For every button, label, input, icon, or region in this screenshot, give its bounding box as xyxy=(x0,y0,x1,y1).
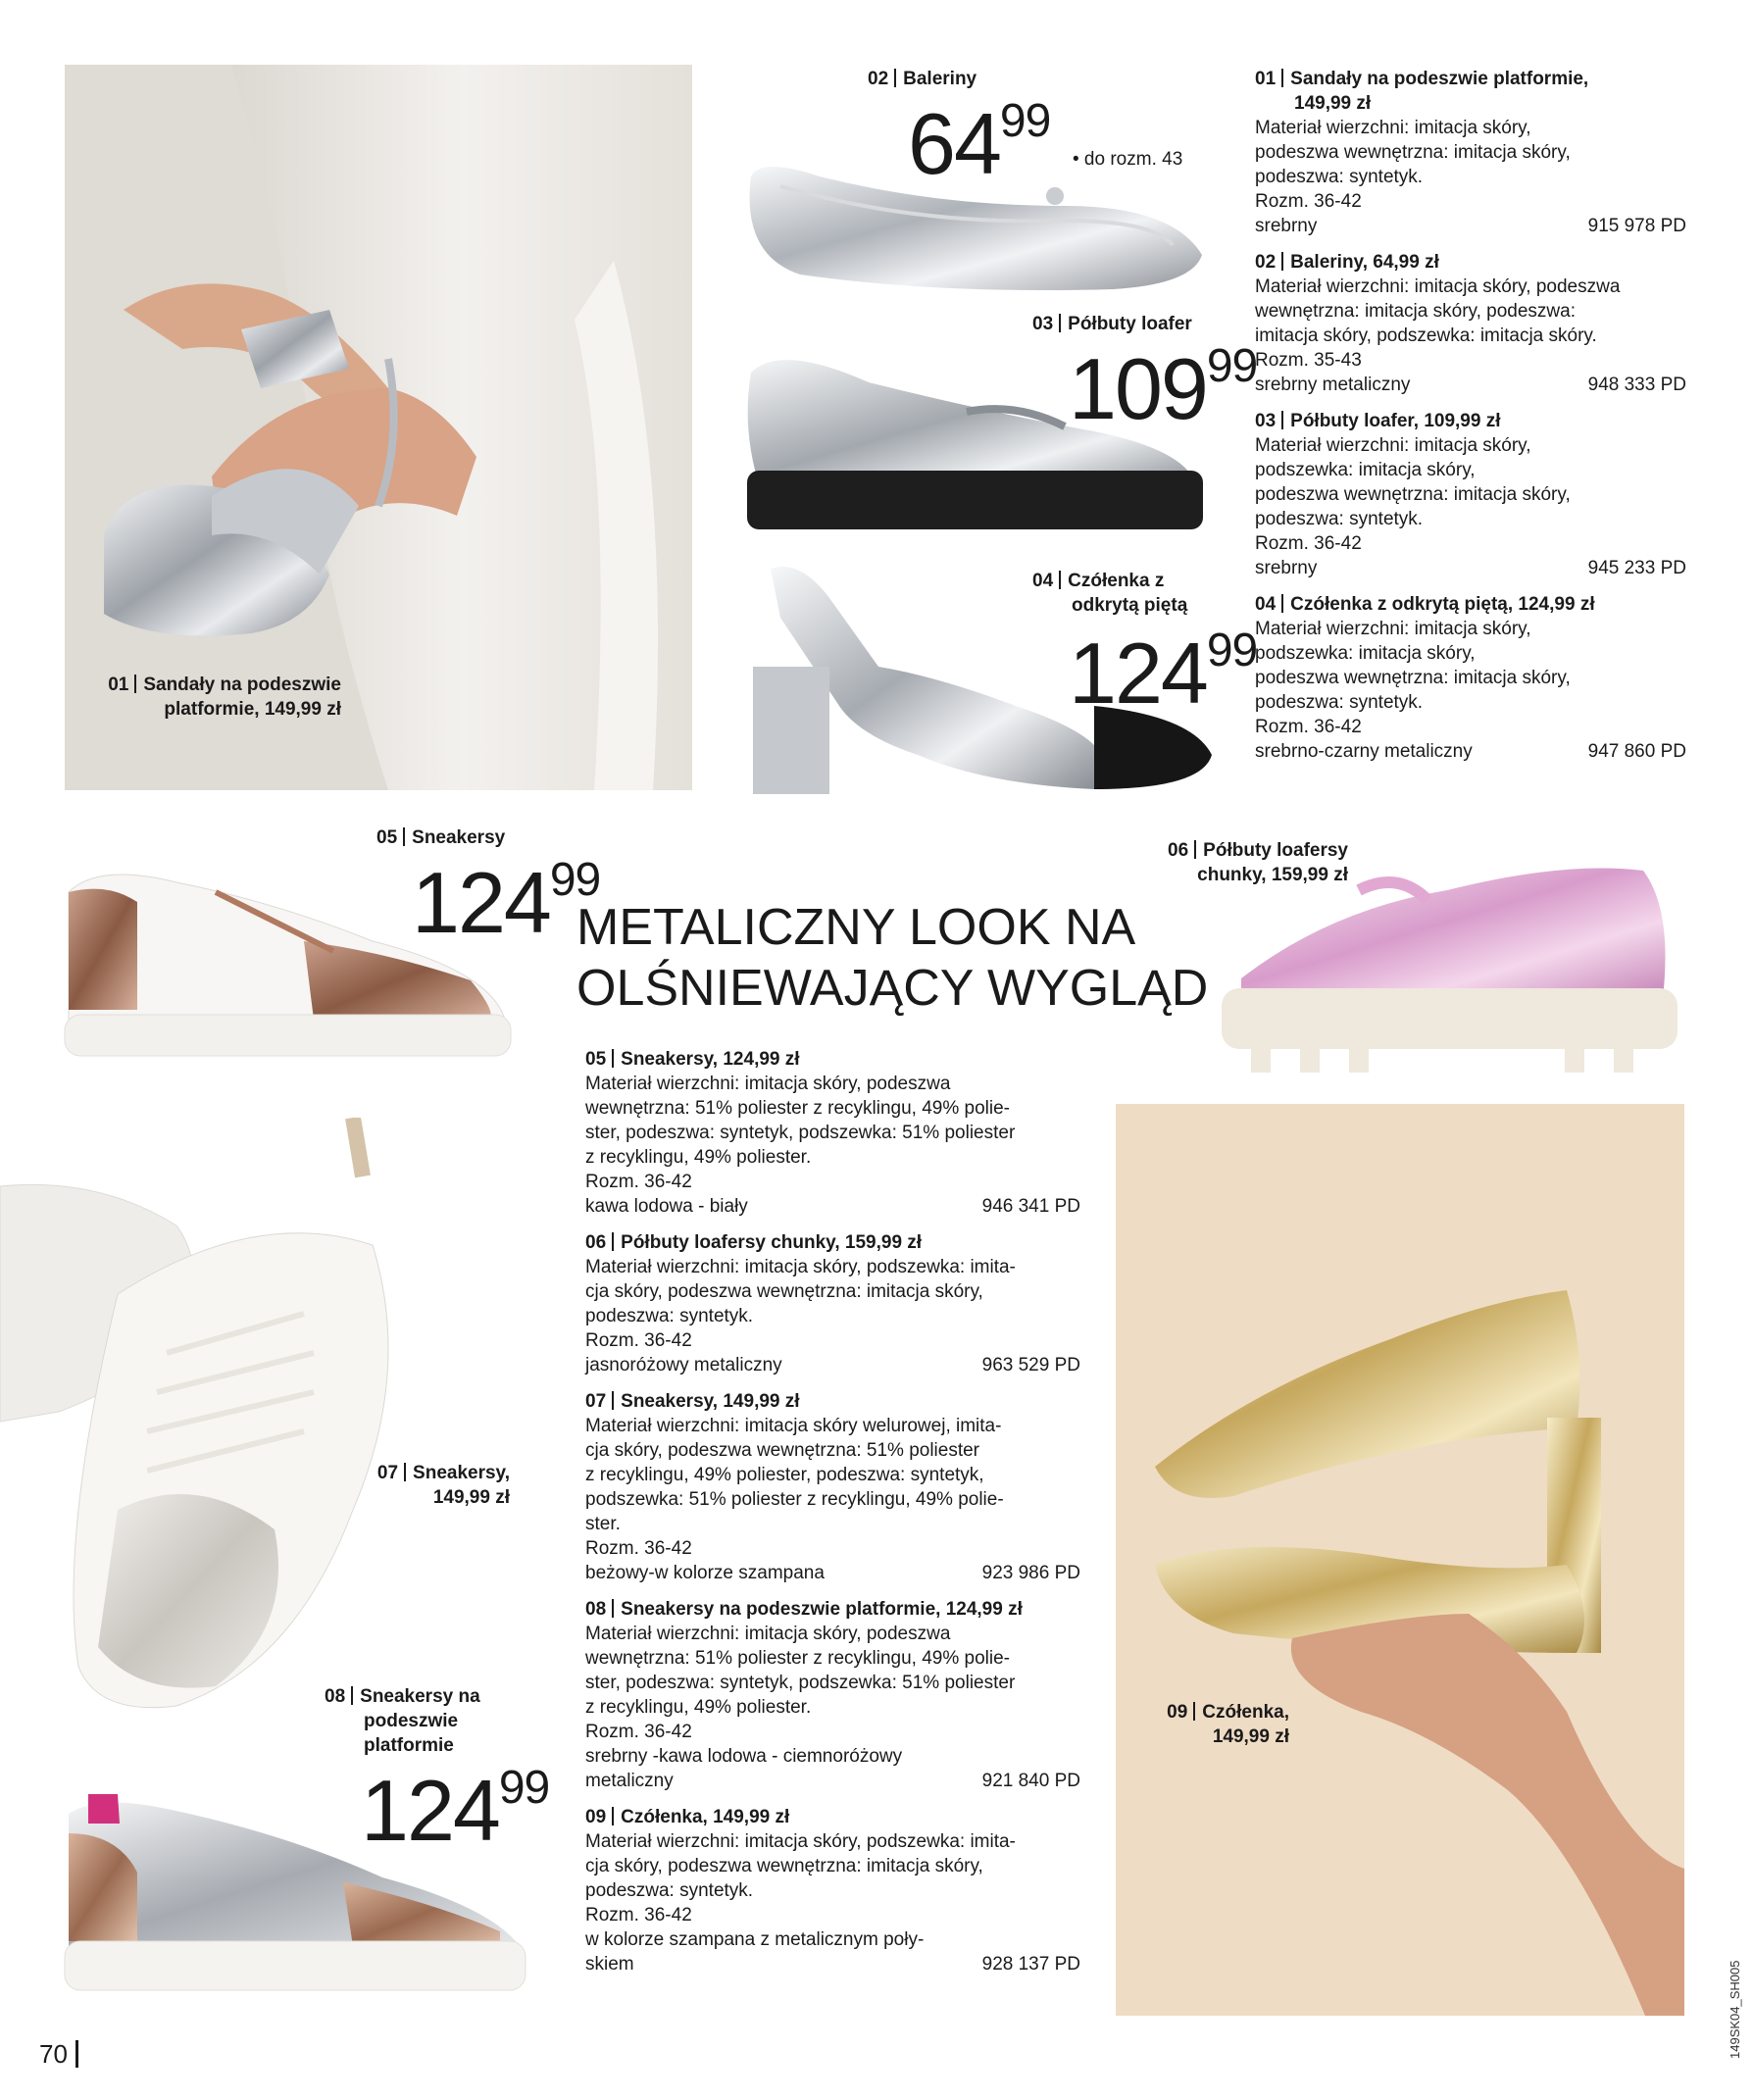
desc-06: 06 Półbuty loafersy chunky, 159,99 zł Materiał wierzchni: imitacja skóry, podszewka: imita- cja skóry, podeszwa wewnętrzna: imitacja skóry, podeszwa: syntetyk. Rozm. 36-42 jasnoróżowy metaliczny 963 529 PD xyxy=(585,1232,1080,1375)
product-image-ballerina xyxy=(741,147,1212,304)
page-headline: METALICZNY LOOK NA OLŚNIEWAJĄCY WYGLĄD xyxy=(576,899,1209,1017)
product-image-sneakers-07 xyxy=(0,1118,412,1725)
price-08: 12499 xyxy=(361,1762,550,1859)
photo-champagne-pumps xyxy=(1116,1104,1684,2016)
size-note-02: • do rozm. 43 xyxy=(1073,149,1183,170)
desc-05: 05 Sneakersy, 124,99 zł Materiał wierzchni: imitacja skóry, podeszwa wewnętrzna: 51% poliester z recyklingu, 49% polie- ster, podeszwa: syntetyk, podszewka: 51% poliester z recyklingu, 49% poliester. Rozm. 36-42 kawa lodowa - biały 946 341 PD xyxy=(585,1049,1080,1217)
label-08: 08 Sneakersy na podeszwie platformie xyxy=(325,1686,480,1756)
price-05: 12499 xyxy=(412,854,601,951)
desc-07: 07 Sneakersy, 149,99 zł Materiał wierzchni: imitacja skóry welurowej, imita- cja skóry, podeszwa wewnętrzna: 51% poliester z recyklingu, 49% poliester, podeszwa: syntetyk, podszewka: 51% poliester z recyklingu, 49% polie- ster. Rozm. 36-42 beżowy-w kolorze szampana 923 986 PD xyxy=(585,1391,1080,1583)
desc-04: 04 Czółenka z odkrytą piętą, 124,99 zł Materiał wierzchni: imitacja skóry, podszewka: imitacja skóry, podeszwa wewnętrzna: imitacja skóry, podeszwa: syntetyk. Rozm. 36-42 srebrno-czarny metaliczny 947 860 PD xyxy=(1255,594,1686,762)
product-image-sneakers-08 xyxy=(59,1784,539,2000)
price-02: 6499 xyxy=(908,95,1051,192)
desc-09: 09 Czółenka, 149,99 zł Materiał wierzchni: imitacja skóry, podszewka: imita- cja skóry, podeszwa wewnętrzna: imitacja skóry, podeszwa: syntetyk. Rozm. 36-42 w kolorze szampana z metalicznym poły- skiem 928 137 PD xyxy=(585,1807,1080,1975)
label-04: 04 Czółenka z odkrytą piętą xyxy=(1032,571,1188,616)
product-image-slingback xyxy=(741,559,1222,804)
right-descriptions xyxy=(1255,67,1686,775)
desc-01: 01 Sandały na podeszwie platformie, 149,99 zł Materiał wierzchni: imitacja skóry, podeszwa wewnętrzna: imitacja skóry, podeszwa: syntetyk. Rozm. 36-42 srebrny 915 978 PD xyxy=(1255,69,1686,236)
product-image-sneakers-05 xyxy=(59,863,549,1069)
price-03: 10999 xyxy=(1069,340,1258,437)
label-09: 09 Czółenka, 149,99 zł xyxy=(1167,1702,1289,1747)
label-03: 03 Półbuty loafer xyxy=(1032,314,1192,334)
desc-03: 03 Półbuty loafer, 109,99 zł Materiał wierzchni: imitacja skóry, podszewka: imitacja skóry, podeszwa wewnętrzna: imitacja skóry, podeszwa: syntetyk. Rozm. 36-42 srebrny 945 233 PD xyxy=(1255,411,1686,578)
middle-descriptions xyxy=(585,1047,1080,1988)
product-image-pink-loafers xyxy=(1212,851,1682,1091)
label-07: 07 Sneakersy, 149,99 zł xyxy=(376,1463,510,1508)
page-number: 70 xyxy=(39,2039,78,2070)
product-image-loafer xyxy=(741,343,1212,539)
label-06: 06 Półbuty loafersy chunky, 159,99 zł xyxy=(1168,840,1348,885)
price-04: 12499 xyxy=(1069,625,1258,722)
label-05: 05 Sneakersy xyxy=(376,827,506,848)
label-02: 02 Baleriny xyxy=(868,69,977,89)
label-01: 01 Sandały na podeszwie platformie, 149,99 zł xyxy=(108,675,341,720)
desc-02: 02 Baleriny, 64,99 zł Materiał wierzchni: imitacja skóry, podeszwa wewnętrzna: imitacja skóry, podeszwa: imitacja skóry, podszewka: imitacja skóry. Rozm. 35-43 srebrny metaliczny 948 333 PD xyxy=(1255,252,1686,395)
desc-08: 08 Sneakersy na podeszwie platformie, 124,99 zł Materiał wierzchni: imitacja skóry, podeszwa wewnętrzna: 51% poliester z recyklingu, 49% polie- ster, podeszwa: syntetyk, podszewka: 51% poliester z recyklingu, 49% poliester. Rozm. 36-42 srebrny -kawa lodowa - ciemnoróżowy metaliczny 921 840 PD xyxy=(585,1599,1080,1791)
side-code: 149SK04_SH005 xyxy=(1728,1960,1742,2059)
